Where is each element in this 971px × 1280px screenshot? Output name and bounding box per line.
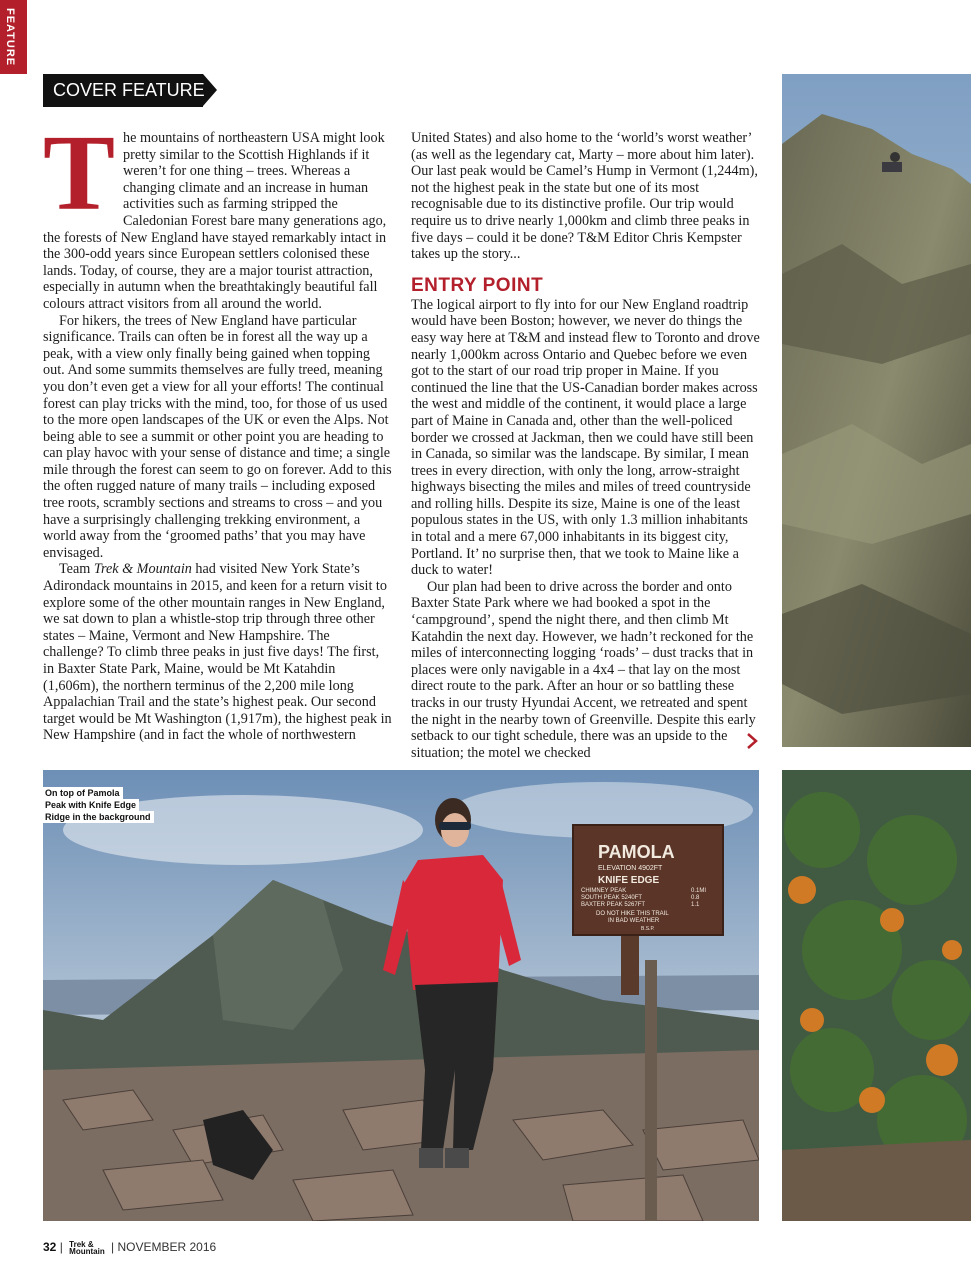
sign-line: CHIMNEY PEAK — [581, 888, 627, 894]
sign-line: SOUTH PEAK 5240FT — [581, 895, 643, 901]
article-column-2 — [411, 130, 761, 761]
sign-warning: DO NOT HIKE THIS TRAIL — [596, 911, 669, 917]
continue-arrow-icon — [744, 731, 760, 751]
page-number: 32 — [43, 1240, 57, 1254]
sign-line: BAXTER PEAK 5267FT — [581, 902, 646, 908]
issue-date: NOVEMBER 2016 — [117, 1240, 217, 1254]
article-column-1 — [43, 114, 393, 744]
sign-line: 0.8 — [691, 895, 700, 901]
caption-line: Peak with Knife Edge — [43, 799, 139, 811]
rock-summit-photo — [782, 74, 971, 747]
paragraph: United States) and also home to the ‘world’s worst weather’ (as well as the legendary cat, Marty – more about him later). Our last peak would be Camel’s Hump in Vermont (1,244m), not the highest peak in the state but one of its most recognisable due to its distinctive profile. Our trip would require us to drive nearly 1,000km and climb three peaks in five days – could it be done? T&M Editor Chris Kempster takes up the story... — [411, 130, 758, 263]
dropcap: T — [43, 114, 116, 233]
paragraph: The logical airport to fly into for our New England roadtrip would have been Boston; however, we never do things the easy way here at T&M and instead flew to Toronto and drove nearly 1,000km across Ontario and Quebec before we even got to the start of our road trip proper in Maine. If you continued the line that the US-Canadian border makes across the west and middle of the continent, it would place a large part of Maine in Canada and, other than the well-policed border we crossed at Jackman, then we could have still been in Canada, so similar was the landscape. By similar, I mean trees in every direction, with only the long, arrow-straight highways bisecting the miles and miles of treed countryside and rolling hills. Despite its size, Maine is one of the least populous states in the US, with only 1.3 million inhabitants in total and a mere 67,000 inhabitants in its biggest city, Portland. It’ no surprise then, that we took to Maine like a duck to water! — [411, 296, 760, 579]
section-label-text: COVER FEATURE — [53, 80, 205, 100]
sign-bsp: B.S.P. — [641, 926, 655, 932]
paragraph: Our plan had been to drive across the border and onto Baxter State Park where we had booked a spot in the ‘campground’, spend the night there, and then climb Mt Katahdin the next day. However, we hadn’t reckoned for the miles of interconnecting logging ‘roads’ – dust tracks that in places were only navigable in a 4x4 – that lay on the most direct route to the park. After an hour or so battling these tracks in our trusty Hyundai Accent, we retreated and spent the night in the nearby town of Greenville. Despite this early setback to our tight schedule, there was an upside to the situation; the motel we checked — [411, 578, 756, 761]
caption-line: Ridge in the background — [43, 811, 154, 823]
autumn-trees-photo — [782, 770, 971, 1221]
sign-warning: IN BAD WEATHER — [608, 918, 660, 924]
magazine-name: Trek & Mountain — [93, 561, 192, 578]
magazine-logo: Trek & Mountain — [69, 1239, 105, 1256]
page-footer: 32 | Trek & Mountain | NOVEMBER 2016 — [43, 1239, 217, 1256]
caption-line: On top of Pamola — [43, 787, 123, 799]
feature-side-tab — [0, 0, 27, 74]
paragraph: For hikers, the trees of New England have particular significance. Trails can often be in forest all the way up a peak, with a view only finally being gained when topping out. And some summits themselves are fully treed, meaning you don’t even get a view for all your efforts! The continual forest can play tricks with the mind, too, for those of us used to the more open landscapes of the UK or even the Alps. Not being able to see a summit or other point you are heading to can play havoc with your sense of distance and time; a single mile through the forest can seem to go on forever. Add to this the often rugged nature of many trails – including exposed tree roots, scrambly sections and streams to cross – and you have a surprisingly challenging trekking environment, a world away from the ‘groomed paths’ that you may have envisaged. — [43, 312, 392, 561]
sign-line: 0.1MI — [691, 888, 707, 894]
pamola-peak-photo — [43, 770, 759, 1221]
section-label — [43, 74, 213, 107]
subheading: ENTRY POINT — [411, 274, 544, 296]
sign-line: 1.1 — [691, 902, 700, 908]
paragraph: Team Trek & Mountain had visited New York State’s Adirondack mountains in 2015, and keen for a return visit to explore some of the other mountain ranges in New England, we sat down to plan a whistle-stop trip through three other states – Maine, Vermont and New Hampshire. The challenge? To climb three peaks in just five days! The first, in Baxter State Park, Maine, would be Mt Katahdin (1,606m), the northern terminus of the 2,200 mile long Appalachian Trail and the state’s highest peak. Our second target would be Mt Washington (1,917m), the highest peak in New Hampshire (and in fact the whole of northwestern — [43, 561, 392, 744]
side-tab-label: FEATURE — [4, 8, 16, 67]
sign-elevation: ELEVATION 4902FT — [598, 865, 663, 872]
paragraph: The mountains of northeastern USA might look pretty similar to the Scottish Highlands if it weren’t for one thing – trees. Whereas a changing climate and an increase in human activities such as farming stripped the Caledonian Forest bare many generations ago, the forests of New England have stayed remarkably intact in the 300-odd years since European settlers colonised these lands. Today, of course, they are a major tourist attraction, especially in autumn when the breathtakingly beautiful fall colours attract visitors from all around the world. — [43, 114, 387, 312]
photo-caption — [43, 787, 154, 823]
sign-knife-edge: KNIFE EDGE — [598, 875, 660, 886]
sign-title: PAMOLA — [598, 842, 675, 862]
